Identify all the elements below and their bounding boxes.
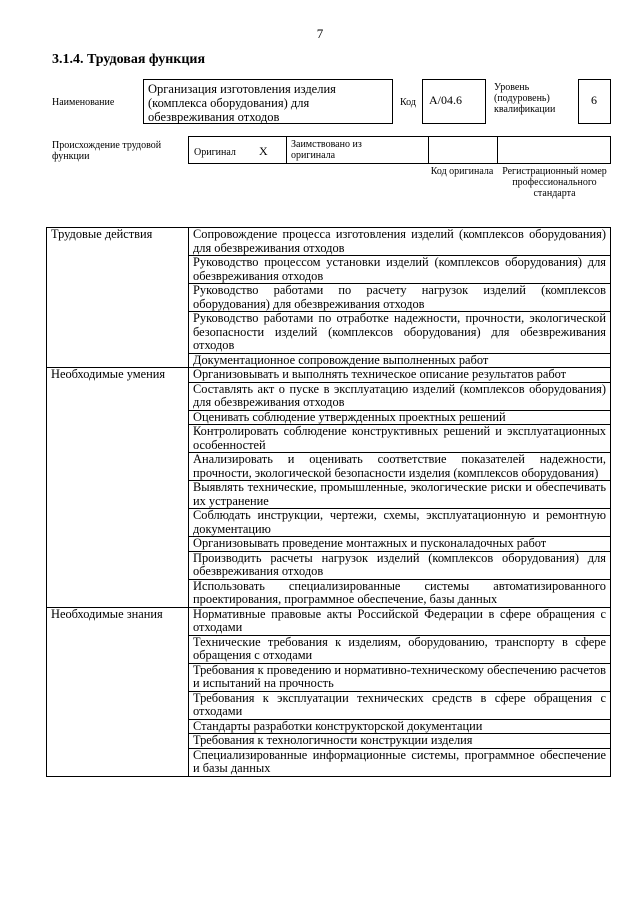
requirement-item: Производить расчеты нагрузок изделий (комплексов оборудования) для обезвреживания отходов [189, 551, 611, 579]
function-name: Организация изготовления изделия (комплекса оборудования) для обезвреживания отходов [143, 79, 393, 124]
requirement-item: Организовывать и выполнять техническое описание результатов работ [189, 368, 611, 383]
section-heading: Необходимые умения [47, 368, 189, 608]
requirement-item: Документационное сопровождение выполненных работ [189, 353, 611, 368]
table-row [47, 228, 611, 256]
section-heading: Трудовые действия [47, 228, 189, 368]
requirement-item: Сопровождение процесса изготовления изделий (комплексов оборудования) для обезвреживания отходов [189, 228, 611, 256]
requirement-item: Технические требования к изделиям, оборудованию, транспорту в сфере обращения с отходами [189, 635, 611, 663]
requirement-item: Анализировать и оценивать соответствие показателей надежности, прочности, экологической безопасности изделия (комплексов оборудования) [189, 453, 611, 481]
original-label: Оригинал [194, 147, 236, 158]
code-label: Код [400, 97, 416, 108]
requirements-table [46, 227, 611, 777]
level-value: 6 [578, 79, 611, 124]
table-row [47, 607, 611, 635]
borrowed-label: Заимствовано из оригинала [291, 139, 362, 161]
page-number: 7 [316, 26, 324, 41]
requirement-item: Нормативные правовые акты Российской Федерации в сфере обращения с отходами [189, 607, 611, 635]
code-value: A/04.6 [422, 79, 486, 124]
requirement-item: Требования к эксплуатации технических средств в сфере обращения с отходами [189, 691, 611, 719]
origin-box [188, 136, 611, 164]
origin-label: Происхождение трудовой функции [52, 140, 162, 162]
original-mark: X [259, 144, 268, 158]
requirement-item: Контролировать соблюдение конструктивных решений и эксплуатационных особенностей [189, 425, 611, 453]
requirement-item: Требования к технологичности конструкции изделия [189, 734, 611, 749]
requirement-item: Руководство работами по отработке надежности, прочности, экологической безопасности изделий (комплексов оборудования) для обезвреживания отходов [189, 312, 611, 354]
section-title: 3.1.4. Трудовая функция [52, 52, 206, 67]
requirement-item: Выявлять технические, промышленные, экологические риски и обеспечивать их устранение [189, 481, 611, 509]
name-label: Наименование [52, 97, 115, 108]
requirement-item: Составлять акт о пуске в эксплуатацию изделий (комплексов оборудования) для обезвреживания отходов [189, 382, 611, 410]
requirement-item: Руководство работами по расчету нагрузок изделий (комплексов оборудования) для обезвреживания отходов [189, 284, 611, 312]
requirement-item: Руководство процессом установки изделий (комплексов оборудования) для обезвреживания отходов [189, 256, 611, 284]
requirement-item: Требования к проведению и нормативно-техническому обеспечению расчетов и испытаний на прочность [189, 663, 611, 691]
requirement-item: Использовать специализированные системы автоматизированного проектирования, программное обеспечение, базы данных [189, 579, 611, 607]
divider [497, 137, 498, 163]
code-caption: Код оригинала [430, 166, 494, 177]
requirement-item: Соблюдать инструкции, чертежи, схемы, эксплуатационную и ремонтную документацию [189, 509, 611, 537]
requirement-item: Организовывать проведение монтажных и пусконаладочных работ [189, 537, 611, 552]
level-label: Уровень (подуровень) квалификации [494, 82, 556, 115]
requirement-item: Оценивать соблюдение утвержденных проектных решений [189, 410, 611, 425]
requirement-item: Специализированные информационные системы, программное обеспечение и базы данных [189, 748, 611, 776]
requirement-item: Стандарты разработки конструкторской документации [189, 719, 611, 734]
divider [428, 137, 429, 163]
table-row [47, 368, 611, 383]
divider [286, 137, 287, 163]
section-heading: Необходимые знания [47, 607, 189, 776]
reg-caption: Регистрационный номер профессионального стандарта [502, 166, 607, 199]
